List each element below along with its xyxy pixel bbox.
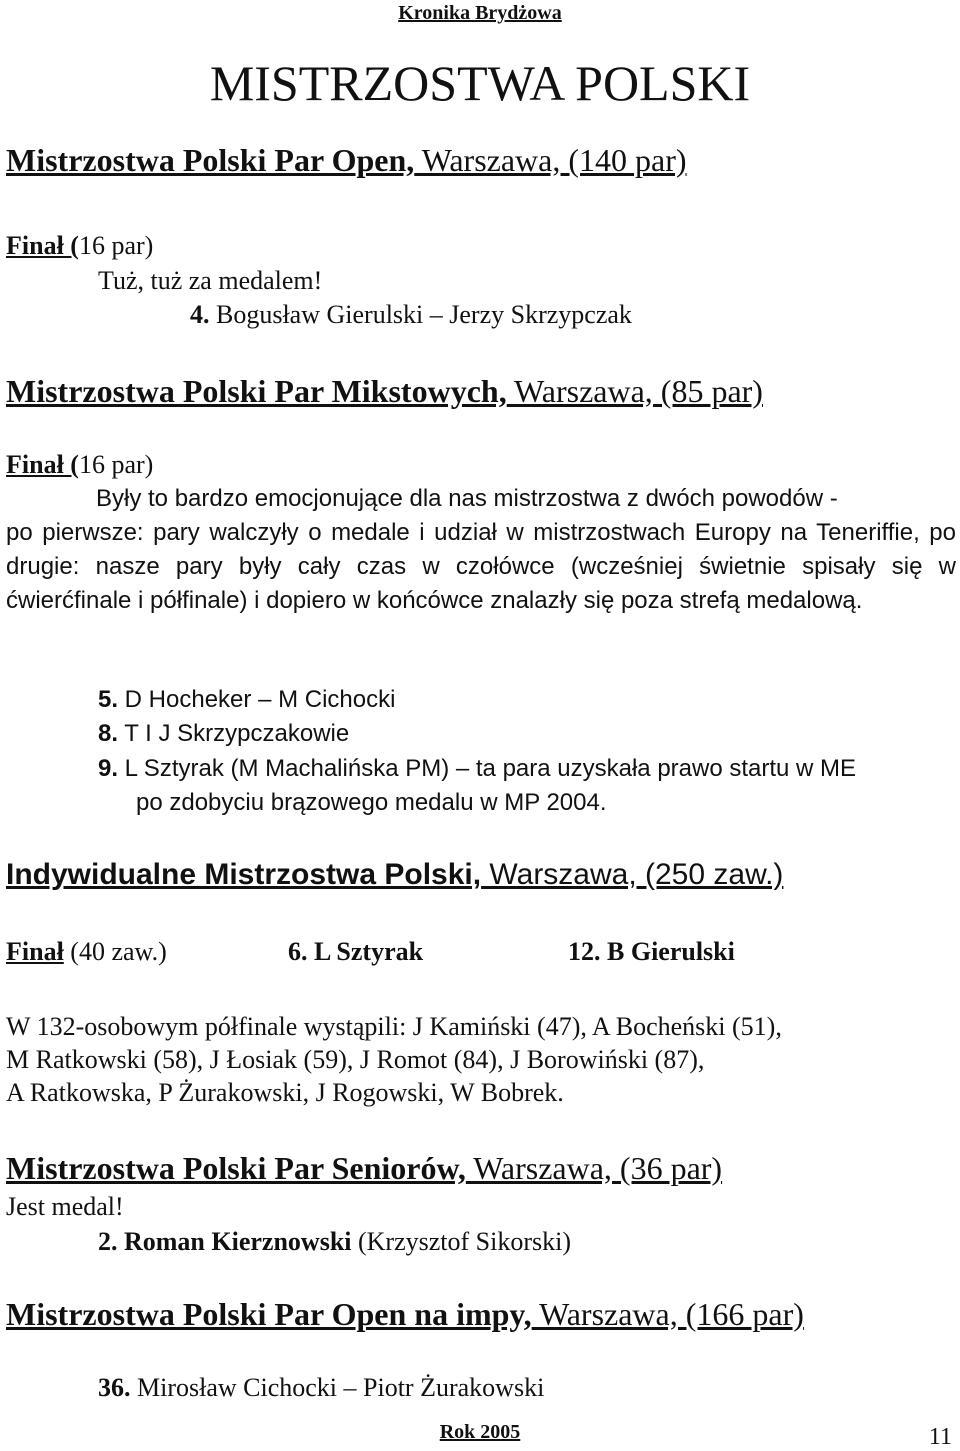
semifinal-line: M Ratkowski (58), J Łosiak (59), J Romot (84), J Borowiński (87),: [6, 1045, 705, 1074]
final-count: 16 par): [78, 450, 154, 479]
section-info: Warszawa, (166 par): [531, 1296, 804, 1332]
section-imp-pairs-heading: [6, 1296, 804, 1333]
result-line: [98, 686, 395, 714]
result-text: D Hocheker – M Cichocki: [118, 686, 396, 713]
final-count: 16 par): [78, 231, 154, 260]
result-text: Mirosław Cichocki – Piotr Żurakowski: [130, 1373, 545, 1402]
note-text: Jest medal!: [6, 1192, 124, 1221]
section-open-pairs-heading: [6, 142, 687, 179]
page-title: MISTRZOSTWA POLSKI: [209, 55, 751, 111]
section-paragraph: [6, 482, 956, 618]
running-footer: Rok 2005: [439, 1421, 521, 1443]
section-info: Warszawa, (250 zaw.): [481, 858, 784, 891]
result-line: [98, 1227, 571, 1257]
note-text: Tuż, tuż za medalem!: [98, 266, 323, 295]
result-line: [98, 755, 856, 783]
result-number: 36.: [98, 1373, 131, 1402]
semifinal-line: W 132-osobowym półfinale wystąpili: J Kamiński (47), A Bocheński (51),: [6, 1012, 782, 1041]
section-seniors-heading: [6, 1150, 722, 1187]
section-individual-heading: [6, 858, 783, 892]
result-number: 8.: [98, 720, 119, 747]
result-line: [98, 720, 349, 748]
final-result: 12. B Gierulski: [568, 937, 735, 966]
final-label: Finał: [6, 937, 64, 966]
page-number: 11: [928, 1424, 952, 1450]
section-name: Mistrzostwa Polski Par Open na impy,: [6, 1296, 532, 1332]
result-line: [190, 300, 632, 330]
section-final-line: [6, 231, 153, 261]
result-continuation: po zdobyciu brązowego medalu w MP 2004.: [136, 789, 607, 816]
final-count: (40 zaw.): [63, 937, 167, 966]
result-text: T I J Skrzypczakowie: [118, 720, 350, 747]
final-result: 6. L Sztyrak: [288, 937, 424, 966]
section-name: Indywidualne Mistrzostwa Polski,: [6, 858, 482, 891]
result-line: [98, 1373, 544, 1403]
result-number: 5.: [98, 686, 119, 713]
result-number: 9.: [98, 755, 119, 782]
final-label: Finał (: [6, 231, 79, 260]
paragraph-body: po pierwsze: pary walczyły o medale i udział w mistrzostwach Europy na Teneriffie, po drugie: nasze pary były cały czas w czołówce (wcześniej świetnie spisały się w ćwierćfinale i półfinale) i dopiero w końcówce znalazły się poza strefą medalową.: [6, 519, 956, 614]
section-name: Mistrzostwa Polski Par Seniorów,: [6, 1150, 466, 1186]
result-number: 2. Roman Kierznowski: [98, 1227, 352, 1256]
result-text: L Sztyrak (M Machalińska PM) – ta para uzyskała prawo startu w ME: [118, 755, 857, 782]
section-final-line: [6, 450, 153, 480]
result-text: Bogusław Gierulski – Jerzy Skrzypczak: [209, 300, 632, 329]
semifinal-line: A Ratkowska, P Żurakowski, J Rogowski, W Bobrek.: [6, 1078, 564, 1107]
section-final-line: [6, 937, 167, 967]
section-name: Mistrzostwa Polski Par Mikstowych,: [6, 373, 507, 409]
result-text: (Krzysztof Sikorski): [351, 1227, 572, 1256]
section-mixed-pairs-heading: [6, 373, 763, 410]
result-number: 4.: [190, 300, 210, 329]
section-info: Warszawa, (85 par): [506, 373, 763, 409]
paragraph-first-line: Były to bardzo emocjonujące dla nas mistrzostwa z dwóch powodów -: [96, 485, 838, 512]
final-label: Finał (: [6, 450, 79, 479]
section-info: Warszawa, (36 par): [465, 1150, 723, 1186]
running-header: Kronika Brydżowa: [398, 2, 562, 24]
section-name: Mistrzostwa Polski Par Open,: [6, 142, 415, 178]
section-info: Warszawa, (140 par): [414, 142, 687, 178]
